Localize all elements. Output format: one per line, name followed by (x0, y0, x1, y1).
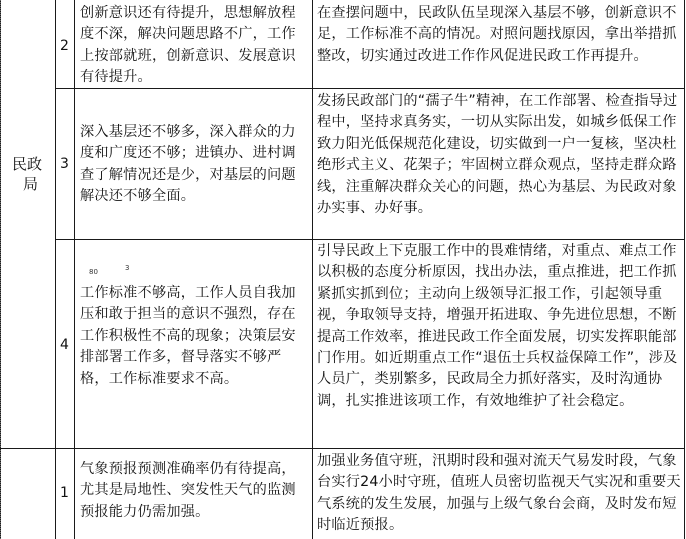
scan-mark: 80 (89, 268, 98, 276)
measure-cell: 发扬民政部门的“孺子牛”精神，在工作部署、检查指导过程中，坚持求真务实，一切从实际出发，如城乡低保工作致力阳光低保规范化建设，切实做到一户一复核，坚决杜绝形式主义、花架子；牢固树立群众观点，坚持走群众路线，注重解决群众关心的问题，热心为基层、为民政对象办实事、办好事。 (317, 93, 678, 217)
column-divider (55, 0, 56, 539)
measure-cell: 在查摆问题中，民政队伍呈现深入基层不够，创新意识不足，工作标准不高的情况。对照问题找原因，拿出举措抓整改，切实通过改进工作作风促进民政工作再提升。 (317, 5, 677, 64)
row-number: 2 (60, 38, 69, 54)
measure-cell: 引导民政上下克服工作中的畏难情绪，对重点、难点工作以积极的态度分析原因，找出办法，重点推进，把工作抓紧抓实抓到位；主动向上级领导汇报工作，引起领导重视，争取领导支持，增强开拓进取、争先进位思想，不断提高工作效率，推进民政工作全面发展，切实发挥职能部门作用。如近期重点工作“退伍士兵权益保障工作”，涉及人员广，类别繁多，民政局全力抓好落实，及时沟通协调，扎实推进该项工作，有效地维护了社会稳定。 (317, 243, 678, 409)
row-number: 1 (60, 485, 69, 501)
column-divider (74, 0, 75, 539)
row-divider (55, 239, 685, 240)
department-label-line: 局 (23, 175, 39, 193)
department-label (12, 154, 52, 194)
row-divider (0, 448, 685, 449)
problem-cell: 创新意识还有待提升，思想解放程度不深，解决问题思路不广，工作上按部就班，创新意识、发展意识有待提升。 (80, 5, 296, 86)
scan-mark: 3 (125, 264, 130, 272)
department-label-line: 民政 (12, 155, 43, 173)
left-border (0, 0, 1, 539)
row-number: 4 (60, 337, 69, 353)
measure-cell: 加强业务值守班，汛期时段和强对流天气易发时段，气象台实行24小时守班，值班人员密切监视天气实况和重要天气系统的发生发展，加强与上级气象台会商，及时发布短时临近预报。 (317, 453, 681, 534)
problem-cell: 深入基层还不够多，深入群众的力度和广度还不够；进镇办、进村调查了解情况还是少，对基层的问题解决还不够全面。 (80, 124, 296, 205)
problem-cell: 气象预报预测准确率仍有待提高，尤其是局地性、突发性天气的监测预报能力仍需加强。 (80, 461, 296, 520)
column-divider (312, 0, 313, 539)
row-number: 3 (60, 156, 69, 172)
row-divider (55, 88, 685, 89)
column-divider (684, 0, 685, 539)
problem-cell: 工作标准不够高，工作人员自我加压和敢于担当的意识不强烈，存在工作积极性不高的现象；决策层安排部署工作多，督导落实不够严格，工作标准要求不高。 (80, 285, 296, 387)
